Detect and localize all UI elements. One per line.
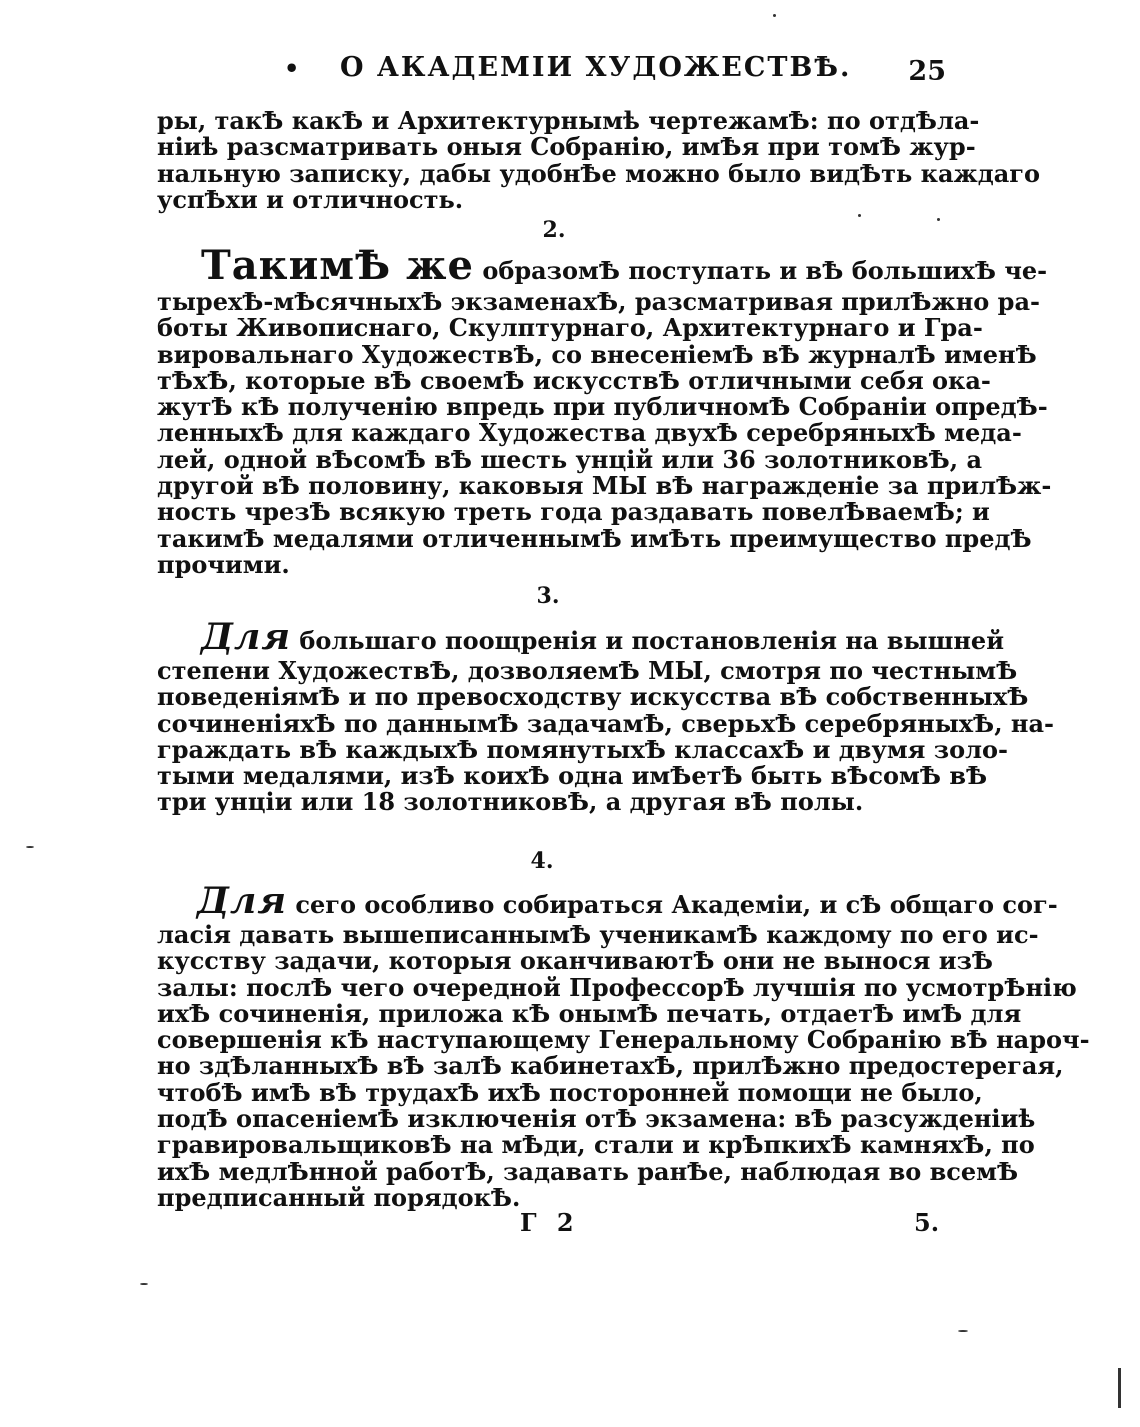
text-line: тыми медалями, изѢ коихѢ одна имѢетѢ быть вѢсомѢ вѢ xyxy=(157,761,988,791)
text-line: тѢхѢ, которые вѢ своемѢ искусствѢ отличными себя ока- xyxy=(157,365,991,395)
text-line: чтобѢ имѢ вѢ трудахѢ ихѢ посторонней помощи не было, xyxy=(157,1077,983,1107)
header-ornament: • xyxy=(284,54,300,83)
text-line: лей, одной вѢсомѢ вѢ шесть унцій или 36 золотниковѢ, а xyxy=(157,444,983,474)
text-line: такимѢ медалями отличеннымѢ имѢть преимущество предѢ xyxy=(157,523,1032,553)
text-line: поведеніямѢ и по превосходству искусства вѢ собственныхѢ xyxy=(157,682,1029,712)
paragraph-section-3 xyxy=(157,616,1054,817)
text-line-rest: образомѢ поступать и вѢ большихѢ че- xyxy=(473,256,1048,285)
catchword: 5. xyxy=(914,1208,940,1237)
text-line: но здѢланныхѢ вѢ залѢ кабинетахѢ, прилѢжно предостерегая, xyxy=(157,1051,1064,1081)
text-line: тырехѢ-мѢсячныхѢ экзаменахѢ, разсматривая прилѢжно ра- xyxy=(157,287,1040,316)
text-line: жутѢ кѢ полученію впредь при публичномѢ Собраніи опредѢ- xyxy=(157,392,1048,422)
text-line: залы: послѢ чего очередной ПрофессорѢ лучшія по усмотрѢнію xyxy=(157,972,1077,1002)
scan-speck xyxy=(773,14,776,17)
text-line: боты Живописнаго, Скулптурнаго, Архитектурнаго и Гра- xyxy=(157,313,983,343)
text-line-rest: сего особливо собираться Академіи, и сѢ общаго сог- xyxy=(287,890,1058,919)
text-line: ихѢ медлѢнной работѢ, задавать ранѢе, наблюдая во всемѢ xyxy=(157,1156,1019,1186)
text-line: ры, такѢ какѢ и Архитектурнымѣ чертежамѢ: по отдѢла- xyxy=(157,106,980,135)
text-line: другой вѢ половину, каковыя МЫ вѢ награжденіе за прилѢж- xyxy=(157,471,1052,501)
text-line: ность чрезѢ всякую треть года раздавать повелѢваемѢ; и xyxy=(157,497,990,527)
text-line: кусству задачи, которыя оканчиваютѢ они не вынося изѢ xyxy=(157,946,994,976)
text-line: предписанный порядокѢ. xyxy=(157,1182,521,1212)
text-line: совершенія кѢ наступающему Генеральному Собранію вѢ нароч- xyxy=(157,1025,1090,1055)
text-line: прочими. xyxy=(157,549,290,579)
text-line xyxy=(157,616,1004,658)
text-line: три унціи или 18 золотниковѢ, а другая вѢ полы. xyxy=(157,787,864,817)
running-title: О АКАДЕМІИ ХУДОЖЕСТВѢ. xyxy=(340,52,852,83)
paragraph-intro xyxy=(157,106,1041,214)
text-line: ніиѣ разсматривать оныя Собранію, имѢя при томѢ жур- xyxy=(157,132,976,162)
paragraph-section-2 xyxy=(157,242,1052,579)
scan-speck xyxy=(937,218,940,221)
text-line: нальную записку, дабы удобнѢе можно было видѢть каждаго xyxy=(157,158,1041,188)
text-line-rest: большаго поощренія и постановленія на вышней xyxy=(291,626,1004,655)
text-line: сочиненіяхѢ по даннымѢ задачамѢ, сверьхѢ серебряныхѢ, на- xyxy=(157,708,1054,738)
section-number-3: 3. xyxy=(536,583,560,609)
text-line: вировальнаго ХудожествѢ, со внесеніемѢ вѢ журналѢ именѢ xyxy=(157,339,1037,369)
text-line: ласія давать вышеписаннымѢ ученикамѢ каждому по его ис- xyxy=(157,920,1039,949)
text-line: успѢхи и отличность. xyxy=(157,184,464,214)
section-initial: Для xyxy=(201,616,292,658)
text-line: гравировальщиковѢ на мѢди, стали и крѢпкихѢ камняхѢ, по xyxy=(157,1130,1035,1160)
section-number-4: 4. xyxy=(530,848,554,874)
signature-mark: Г 2 xyxy=(520,1208,580,1237)
scan-speck xyxy=(26,846,34,848)
paragraph-section-4 xyxy=(157,880,1090,1212)
scan-speck xyxy=(858,214,861,217)
text-line: степени ХудожествѢ, дозволяемѢ МЫ, смотря по честнымѢ xyxy=(157,656,1018,685)
page-footer xyxy=(150,1208,950,1242)
text-line: подѢ опасеніемѢ изключенія отѢ экзамена: вѢ разсужденіиѣ xyxy=(157,1104,1036,1134)
section-initial: Для xyxy=(197,880,288,922)
scan-speck xyxy=(958,1330,968,1332)
section-initial: ТакимѢ же xyxy=(201,242,474,289)
text-line xyxy=(157,880,1058,922)
text-line xyxy=(157,242,1048,289)
page-number: 25 xyxy=(908,56,946,87)
text-line: ихѢ сочиненія, приложа кѢ онымѢ печать, отдаетѢ имѢ для xyxy=(157,998,1022,1028)
section-number-2: 2. xyxy=(542,217,566,243)
text-line: граждать вѢ каждыхѢ помянутыхѢ классахѢ и двумя золо- xyxy=(157,734,1008,764)
scan-speck xyxy=(1118,1368,1121,1408)
text-line: ленныхѢ для каждаго Художества двухѢ серебряныхѢ меда- xyxy=(157,418,1022,448)
page-header xyxy=(150,50,950,90)
scan-speck xyxy=(140,1283,148,1285)
